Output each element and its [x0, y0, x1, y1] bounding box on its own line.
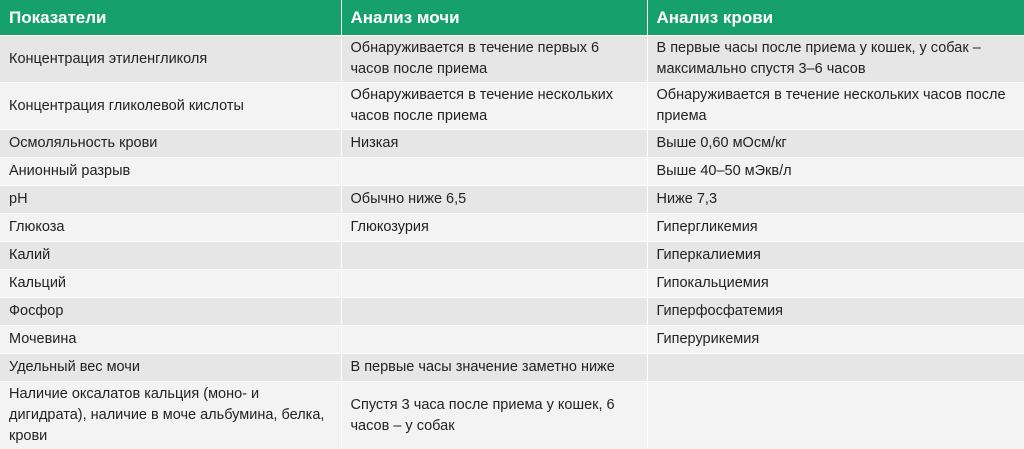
blood-cell: Гипергликемия	[647, 214, 1024, 242]
urine-cell: Обнаруживается в течение первых 6 часов после приема	[341, 36, 647, 83]
indicator-cell: Концентрация гликолевой кислоты	[0, 83, 341, 130]
urine-cell: Глюкозурия	[341, 214, 647, 242]
urine-cell	[341, 242, 647, 270]
indicator-cell: Глюкоза	[0, 214, 341, 242]
urine-cell: Низкая	[341, 130, 647, 158]
blood-cell: В первые часы после приема у кошек, у собак – максимально спустя 3–6 часов	[647, 36, 1024, 83]
urine-cell	[341, 158, 647, 186]
indicator-cell: Фосфор	[0, 298, 341, 326]
blood-cell: Выше 40–50 мЭкв/л	[647, 158, 1024, 186]
table-row	[0, 214, 1024, 242]
urine-cell: В первые часы значение заметно ниже	[341, 354, 647, 382]
table-row	[0, 326, 1024, 354]
blood-cell: Гиперурикемия	[647, 326, 1024, 354]
blood-cell: Гиперфосфатемия	[647, 298, 1024, 326]
blood-cell	[647, 354, 1024, 382]
indicator-cell: Концентрация этиленгликоля	[0, 36, 341, 83]
table-row	[0, 186, 1024, 214]
indicator-cell: pH	[0, 186, 341, 214]
header-urine-analysis: Анализ мочи	[341, 0, 647, 36]
blood-cell: Ниже 7,3	[647, 186, 1024, 214]
table-row	[0, 354, 1024, 382]
header-row	[0, 0, 1024, 36]
blood-cell	[647, 382, 1024, 449]
urine-cell: Спустя 3 часа после приема у кошек, 6 часов – у собак	[341, 382, 647, 449]
indicator-cell: Кальций	[0, 270, 341, 298]
urine-cell: Обычно ниже 6,5	[341, 186, 647, 214]
indicator-cell: Калий	[0, 242, 341, 270]
indicator-cell: Анионный разрыв	[0, 158, 341, 186]
table-row	[0, 36, 1024, 83]
table-row	[0, 83, 1024, 130]
table-row	[0, 270, 1024, 298]
header-indicators: Показатели	[0, 0, 341, 36]
indicator-cell: Мочевина	[0, 326, 341, 354]
blood-cell: Обнаруживается в течение нескольких часов после приема	[647, 83, 1024, 130]
table-row	[0, 242, 1024, 270]
indicator-cell: Осмоляльность крови	[0, 130, 341, 158]
table-row	[0, 298, 1024, 326]
indicator-cell: Наличие оксалатов кальция (моно- и дигидрата), наличие в моче альбумина, белка, крови	[0, 382, 341, 449]
indicator-cell: Удельный вес мочи	[0, 354, 341, 382]
table-row	[0, 158, 1024, 186]
blood-cell: Гиперкалиемия	[647, 242, 1024, 270]
urine-cell	[341, 298, 647, 326]
urine-cell	[341, 326, 647, 354]
blood-cell: Гипокальциемия	[647, 270, 1024, 298]
urine-cell: Обнаруживается в течение нескольких часов после приема	[341, 83, 647, 130]
table-row	[0, 382, 1024, 449]
urine-cell	[341, 270, 647, 298]
blood-cell: Выше 0,60 мОсм/кг	[647, 130, 1024, 158]
header-blood-analysis: Анализ крови	[647, 0, 1024, 36]
table-row	[0, 130, 1024, 158]
